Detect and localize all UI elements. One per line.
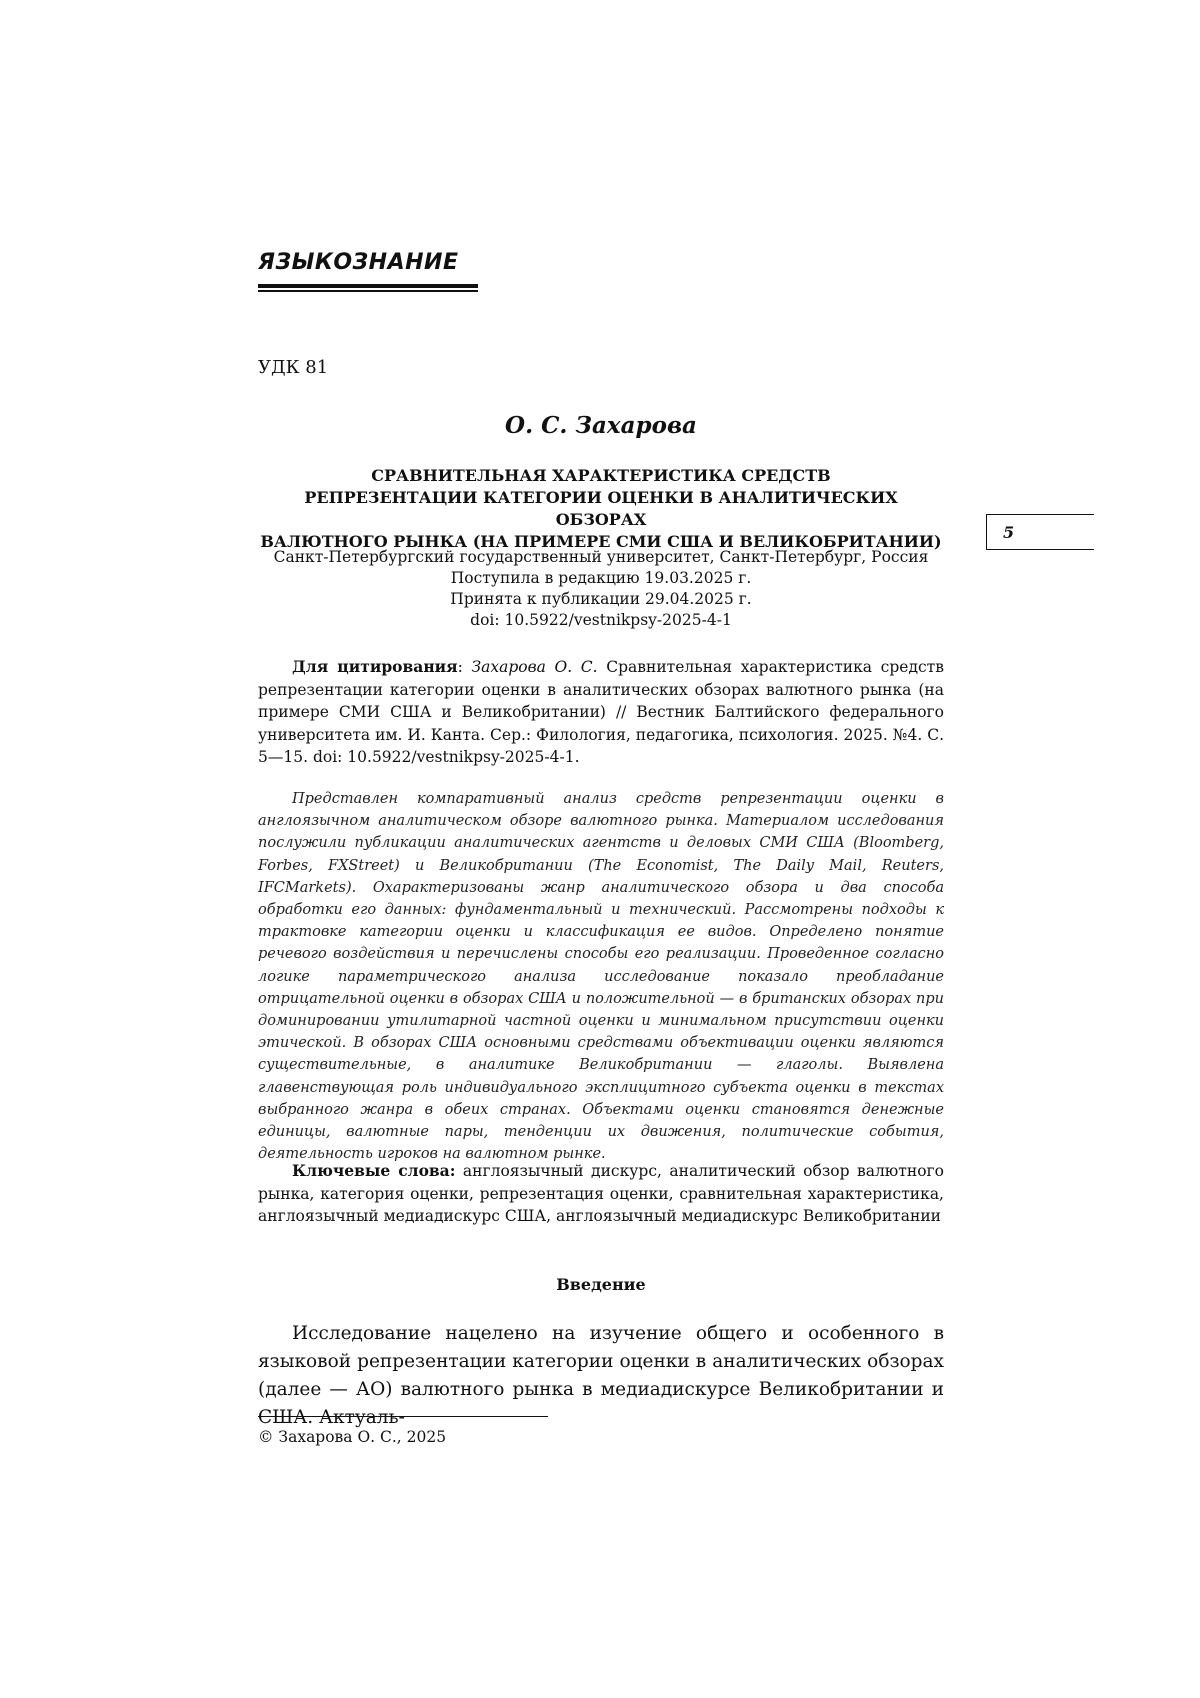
footnote-rule — [258, 1416, 548, 1417]
keywords-block — [258, 1160, 944, 1228]
article-meta — [258, 547, 944, 631]
affiliation: Санкт-Петербургский государственный университет, Санкт-Петербург, Россия — [273, 548, 929, 566]
received-date: Поступила в редакцию 19.03.2025 г. — [450, 569, 752, 587]
section-rule-thin — [258, 290, 478, 292]
author-name: О. С. Захарова — [505, 412, 697, 439]
citation-text: Сравнительная характеристика средств репрезентации категории оценки в аналитических обзорах валютного рынка (на примере СМИ США и Великобритании) // Вестник Балтийского федерального университета им. И. Канта. Сер.: Филология, педагогика, психология. 2025. №4. С. 5—15. doi: 10.5922/vestnikpsy-2025-4-1. — [258, 658, 944, 766]
abstract: Представлен компаративный анализ средств репрезентации оценки в англоязычном аналитическом обзоре валютного рынка. Материалом исследования послужили публикации аналитических агентств и деловых СМИ США (Bloomberg, Forbes, FXStreet) и Великобритании (The Economist, The Daily Mail, Reuters, IFCMarkets). Охарактеризованы жанр аналитического обзора и два способа обработки его данных: фундаментальный и технический. Рассмотрены подходы к трактовке категории оценки и классификация ее видов. Определено понятие речевого воздействия и перечислены способы его реализации. Проведенное согласно логике параметрического анализа исследование показало преобладание отрицательной оценки в обзорах США и положительной — в британских обзорах при доминировании утилитарной частной оценки и минимальном присутствии оценки этической. В обзорах США основными средствами объективации оценки являются существительные, в аналитике Великобритании — глаголы. Выявлена главенствующая роль индивидуального эксплицитного субъекта оценки в текстах выбранного жанра в обеих странах. Объектами оценки становятся денежные единицы, валютные пары, тенденции их движения, политические события, деятельность игроков на валютном рынке. — [258, 791, 944, 1163]
page-number-box — [986, 514, 1094, 550]
citation-author: Захарова О. С. — [471, 658, 598, 676]
article-title — [258, 465, 944, 553]
intro-paragraph: Исследование нацелено на изучение общего и особенного в языковой репрезентации категории оценки в аналитических обзорах (далее — АО) валютного рынка в медиадискурсе Великобритании и США. Актуаль- — [258, 1323, 944, 1428]
section-rule-thick — [258, 284, 478, 288]
intro-heading: Введение — [556, 1275, 646, 1294]
title-line: ВАЛЮТНОГО РЫНКА (НА ПРИМЕРЕ СМИ США И ВЕЛИКОБРИТАНИИ) — [260, 532, 942, 551]
doi: doi: 10.5922/vestnikpsy-2025-4-1 — [470, 611, 732, 629]
udk-code: УДК 81 — [258, 357, 329, 378]
title-line: РЕПРЕЗЕНТАЦИИ КАТЕГОРИИ ОЦЕНКИ В АНАЛИТИЧЕСКИХ ОБЗОРАХ — [304, 488, 898, 529]
accepted-date: Принята к публикации 29.04.2025 г. — [450, 590, 752, 608]
keywords-label: Ключевые слова: — [292, 1161, 456, 1180]
title-line: СРАВНИТЕЛЬНАЯ ХАРАКТЕРИСТИКА СРЕДСТВ — [371, 466, 831, 485]
copyright: © Захарова О. С., 2025 — [258, 1428, 447, 1446]
page-number: 5 — [1003, 523, 1015, 542]
citation-label: Для цитирования — [292, 657, 458, 676]
citation-block: Для цитирования: Захарова О. С. Сравнительная характеристика средств репрезентации категории оценки в аналитических обзорах валютного рынка (на примере СМИ США и Великобритании) // Вестник Балтийского федерального университета им. И. Канта. Сер.: Филология, педагогика, психология. 2025. №4. С. 5—15. doi: 10.5922/vestnikpsy-2025-4-1. — [258, 657, 944, 766]
keywords-text: англоязычный дискурс, аналитический обзор валютного рынка, категория оценки, репрезентация оценки, сравнительная характеристика, англоязычный медиадискурс США, англоязычный медиадискурс Великобритании — [258, 1162, 944, 1225]
section-title: ЯЗЫКОЗНАНИЕ — [258, 250, 459, 275]
